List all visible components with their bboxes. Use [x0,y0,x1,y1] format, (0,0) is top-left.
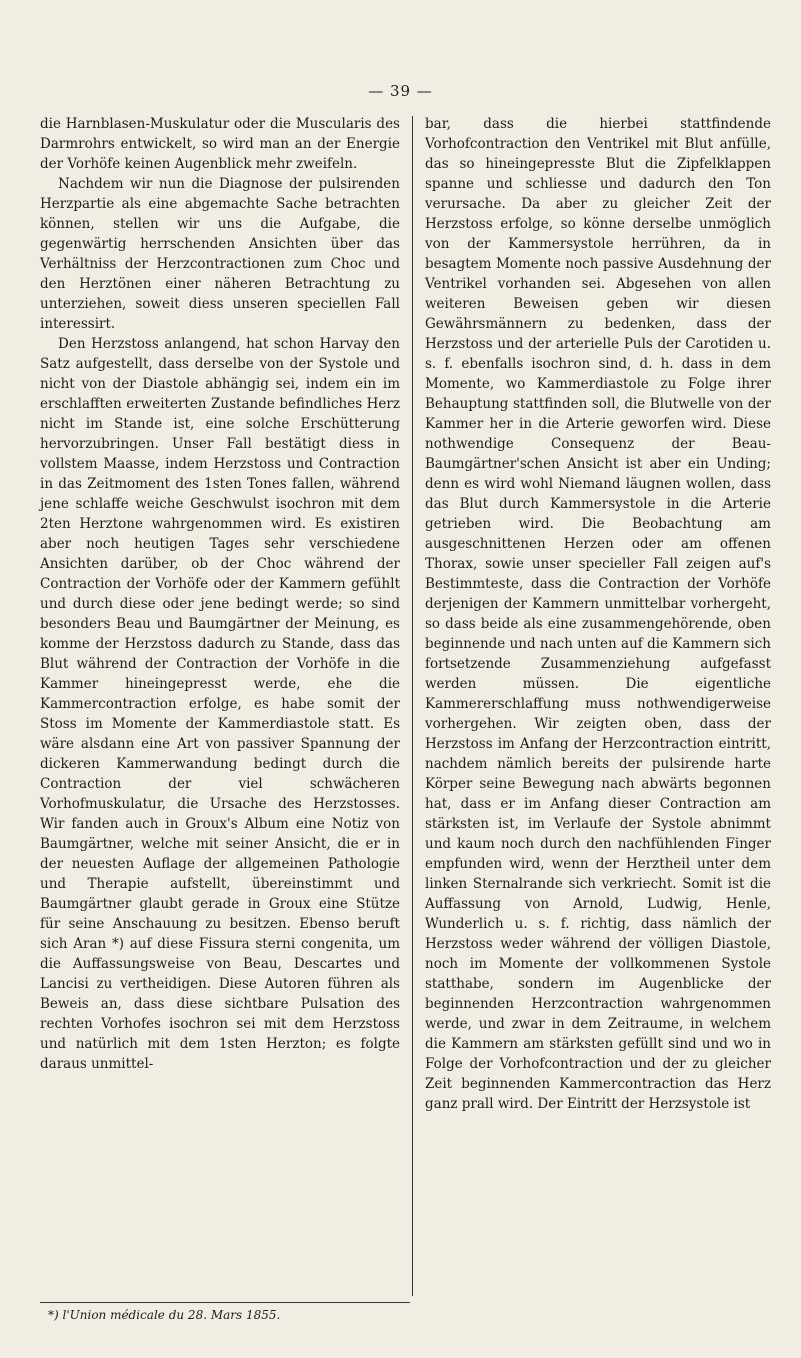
paragraph: Den Herzstoss anlangend, hat schon Harvay den Satz aufgestellt, dass derselbe von der Systole und nicht von der Diastole abhängig sei, indem ein im erschlafften erweiterten Zustande befindliches Herz nicht im Stande ist, eine solche Erschütterung hervorzubringen. Unser Fall bestätigt diess in vollstem Maasse, indem Herzstoss und Contraction in das Zeitmoment des 1sten Tones fallen, während jene schlaffe weiche Geschwulst isochron mit dem 2ten Herztone wahrgenommen wird. Es existiren aber noch heutigen Tages sehr verschiedene Ansichten darüber, ob der Choc während der Contraction der Vorhöfe oder der Kammern gefühlt und durch diese oder jene bedingt werde; so sind besonders Beau und Baumgärtner der Meinung, es komme der Herzstoss dadurch zu Stande, dass das Blut während der Contraction der Vorhöfe in die Kammer hineingepresst werde, ehe die Kammercontraction erfolge, es habe somit der Stoss im Momente der Kammerdiastole statt. Es wäre alsdann eine Art von passiver Spannung der dickeren Kammerwandung bedingt durch die Contraction der viel schwächeren Vorhofmuskulatur, die Ursache des Herzstosses. Wir fanden auch in Groux's Album eine Notiz von Baumgärtner, welche mit seiner Ansicht, die er in der neuesten Auflage der allgemeinen Pathologie und Therapie aufstellt, übereinstimmt und Baumgärtner glaubt gerade in Groux eine Stütze für seine Anschauung zu besitzen. Ebenso beruft sich Aran *) auf diese Fissura sterni congenita, um die Auffassungsweise von Beau, Descartes und Lancisi zu vertheidigen. Diese Autoren führen als Beweis an, dass diese sichtbare Pulsation des rechten Vorhofes isochron sei mit dem Herzstoss und natürlich mit dem 1sten Herzton; es folgte daraus unmittel- [40,336,400,1072]
column-divider [412,116,413,1296]
paragraph: Nachdem wir nun die Diagnose der pulsirenden Herzpartie als eine abgemachte Sache betrachten können, stellen wir uns die Aufgabe, die gegenwärtig herrschenden Ansichten über das Verhältniss der Herzcontractionen zum Choc und den Herztönen einer näheren Betrachtung zu unterziehen, soweit diess unseren speciellen Fall interessirt. [40,176,400,332]
paragraph: die Harnblasen-Muskulatur oder die Muscularis des Darmrohrs entwickelt, so wird man an der Energie der Vorhöfe keinen Augenblick mehr zweifeln. [40,116,400,172]
footnote: *) l'Union médicale du 28. Mars 1855. [48,1308,281,1322]
paragraph: bar, dass die hierbei stattfindende Vorhofcontraction den Ventrikel mit Blut anfülle, das so hineingepresste Blut die Zipfelklappen spanne und schliesse und dadurch den Ton verursache. Da aber zu gleicher Zeit der Herzstoss erfolge, so könne derselbe unmöglich von der Kammersystole herrühren, da in besagtem Momente noch passive Ausdehnung der Ventrikel vorhanden sei. Abgesehen von allen weiteren Beweisen geben wir diesen Gewährsmännern zu bedenken, dass der Herzstoss und der arterielle Puls der Carotiden u. s. f. ebenfalls isochron sind, d. h. dass in dem Momente, wo Kammerdiastole zu Folge ihrer Behauptung stattfinden soll, die Blutwelle von der Kammer her in die Arterie geworfen wird. Diese nothwendige Consequenz der Beau-Baumgärtner'schen Ansicht ist aber ein Unding; denn es wird wohl Niemand läugnen wollen, dass das Blut durch Kammersystole in die Arterie getrieben wird. Die Beobachtung am ausgeschnittenen Herzen oder am offenen Thorax, sowie unser specieller Fall zeigen auf's Bestimmteste, dass die Contraction der Vorhöfe derjenigen der Kammern unmittelbar vorhergeht, so dass beide als eine zusammengehörende, oben beginnende und nach unten auf die Kammern sich fortsetzende Zusammenziehung aufgefasst werden müssen. Die eigentliche Kammererschlaffung muss nothwendigerweise vorhergehen. Wir zeigten oben, dass der Herzstoss im Anfang der Herzcontraction eintritt, nachdem nämlich bereits der pulsirende harte Körper seine Bewegung nach abwärts begonnen hat, dass er im Anfang dieser Contraction am stärksten ist, im Verlaufe der Systole abnimmt und kaum noch durch den nachfühlenden Finger empfunden wird, wenn der Herztheil unter dem linken Sternalrande sich verkriecht. Somit ist die Auffassung von Arnold, Ludwig, Henle, Wunderlich u. s. f. richtig, dass nämlich der Herzstoss weder während der völligen Diastole, noch im Momente der vollkommenen Systole statthabe, sondern im Augenblicke der beginnenden Herzcontraction wahrgenommen werde, und zwar in dem Zeitraume, in welchem die Kammern am stärksten gefüllt sind und wo in Folge der Vorhofcontraction und der zu gleicher Zeit beginnenden Kammercontraction das Herz ganz prall wird. Der Eintritt der Herzsystole ist [425,116,771,1112]
page-number-header: — 39 — [368,82,433,100]
footnote-rule [40,1302,410,1303]
right-column [425,114,771,1114]
left-column [40,114,400,1074]
